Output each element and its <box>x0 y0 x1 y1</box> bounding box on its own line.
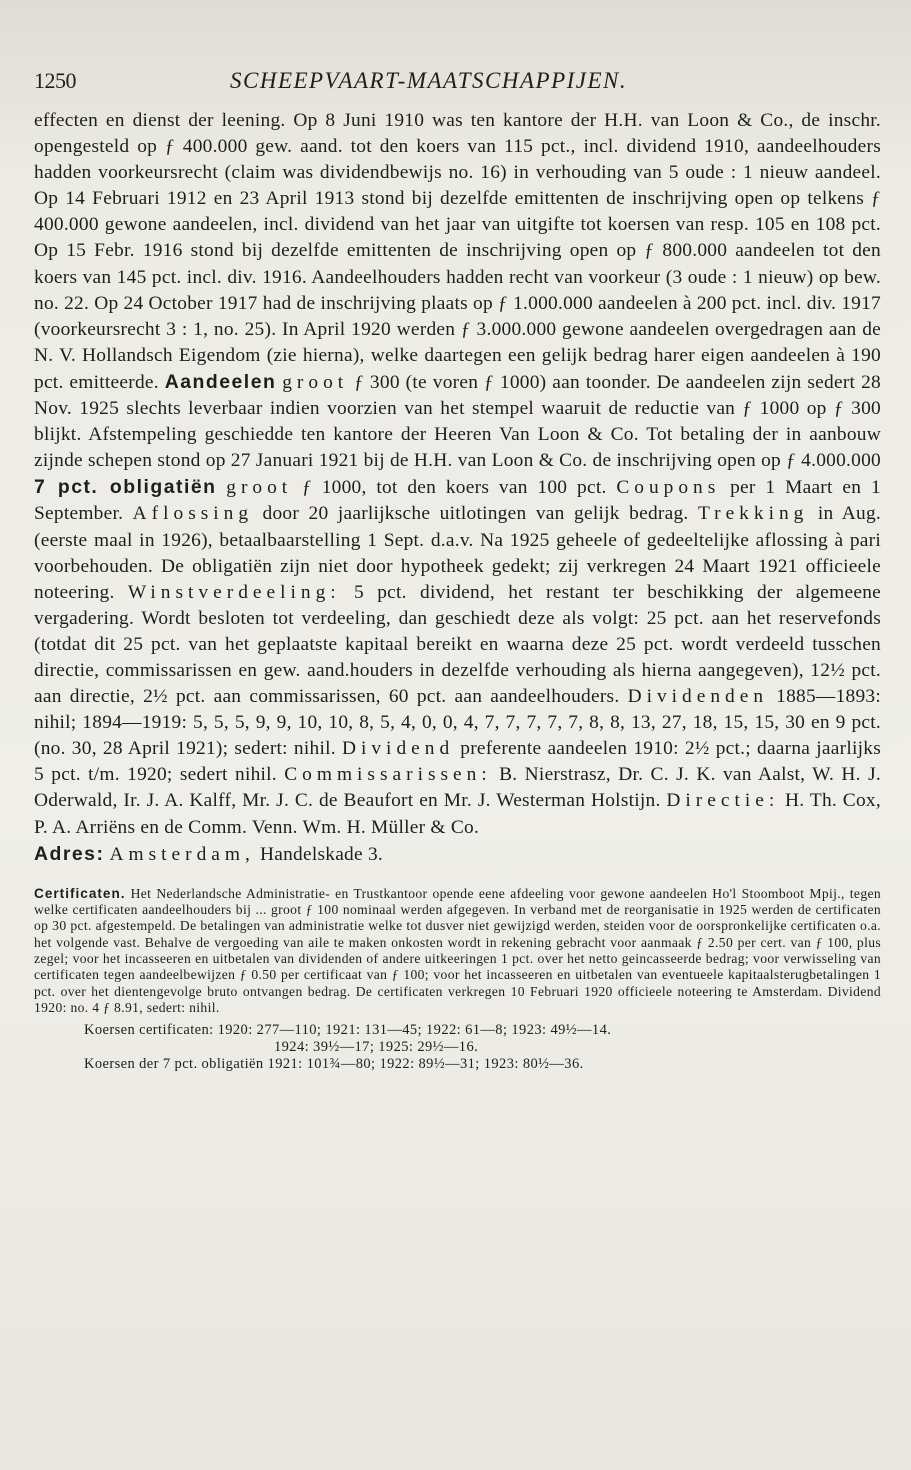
adres-heading: Adres: <box>34 842 105 865</box>
price-history <box>34 1022 881 1073</box>
directie-heading: Directie: <box>666 790 780 812</box>
certificaten-paragraph <box>34 886 881 1016</box>
adres-city: Amsterdam, <box>109 843 255 865</box>
page-number: 1250 <box>34 68 76 93</box>
obligatien-heading: 7 pct. obligatiën <box>34 476 217 499</box>
cert-prices-label: Koersen certificaten: <box>84 1022 214 1039</box>
cert-prices-values-2: 1924: 39½—17; 1925: 29½—16. <box>274 1039 479 1056</box>
groot-label: groot <box>226 477 293 499</box>
address-line <box>34 841 881 868</box>
certificaten-heading: Certificaten. <box>34 885 126 901</box>
certificaten-section <box>34 886 881 1016</box>
coupons-heading: Coupons <box>616 477 721 499</box>
dividend-heading: Dividend <box>341 738 455 760</box>
adres-street: Handelskade 3. <box>259 843 384 865</box>
certificaten-text: Het Nederlandsche Administratie- en Trustkantoor opende eene afdeeling voor gewone aandeelen Ho'l Stoomboot Mpij., tegen welke certificaten aandeelhouders bij ... groot ƒ 100 nominaal werden afgegeven. In verband met de reorganisatie in 1925 werden de certificaten op 30 pct. afgestempeld. De betalingen van administratie welke tot dusver niet gewijzigd werden, steiden voor de oorspronkelijke certificaten o.a. het volgende vast. Behalve de vergoeding van aile te maken onkosten wordt in rekening gebracht voor aanmaak ƒ 2.50 per cert. van ƒ 100, plus zegel; voor het incasseeren en uitbetalen van dividenden of andere uitkeeringen 1 pct. over het netto geincasseerde bedrag; voor verwisseling van certificaten tegen aandeelbewijzen ƒ 0.50 per certificaat van ƒ 100; voor het incasseeren en uitbetalen van eventueele kapitaalsterugbetalingen 1 pct. over het dientengevolge bruto ontvangen bedrag. De certificaten verkregen 10 Februari 1920 officieele noteering te Amsterdam. Dividend 1920: no. 4 ƒ 8.91, sedert: nihil. <box>34 885 881 1015</box>
paragraph-text: ƒ 300 (te voren ƒ 1000) aan toonder. De aandeelen zijn sedert 28 Nov. 1925 slechts leverbaar indien voorzien van het stempel waaruit de reductie van ƒ 1000 op ƒ 300 blijkt. Afstempeling geschiedde ten kantore der Heeren Van Loon & Co. Tot betaling der in aanbouw zijnde schepen stond op 27 Januari 1921 bij de H.H. van Loon & Co. de inschrijving open op ƒ 4.000.000 <box>34 371 881 472</box>
commissarissen-heading: Commissarissen: <box>284 764 492 786</box>
paragraph-text: B. Nierstrasz, Dr. C. J. K. van Aalst, W. H. J. Oderwald, Ir. J. A. Kalff, Mr. J. C. de Beaufort en Mr. J. Westerman Holstijn. <box>34 764 881 812</box>
trekking-heading: Trekking <box>697 503 809 525</box>
winstverdeeling-heading: Winstverdeeling: <box>127 581 341 603</box>
cert-prices-row <box>34 1022 881 1039</box>
paragraph-text: in Aug. (eerste maal in 1926), betaalbaarstelling 1 Sept. d.a.v. Na 1925 geheele of gedeeltelijke aflossing à pari voorbehouden. De obligatiën zijn niet door hypotheek gedekt; zij verkregen 24 Maart 1921 officieele noteering. <box>34 503 882 603</box>
cert-prices-row-2 <box>34 1039 881 1056</box>
paragraph-text: 1885—1893: nihil; 1894—1919: 5, 5, 5, 9, 9, 10, 10, 8, 5, 4, 0, 0, 4, 7, 7, 7, 7, 7, 8, 8, 13, 27, 18, 15, 15, 30 en 9 pct. (no. 30, 28 April 1921); sedert: nihil. <box>34 686 881 760</box>
paragraph-text: preferente aandeelen 1910: 2½ pct.; daarna jaarlijks 5 pct. t/m. 1920; sedert nihil. <box>34 738 881 786</box>
groot-label: groot <box>282 371 349 393</box>
paragraph-text: ƒ 1000, tot den koers van 100 pct. <box>301 477 607 499</box>
cert-prices-values: 1920: 277—110; 1921: 131—45; 1922: 61—8; 1923: 49½—14. <box>217 1022 612 1039</box>
paragraph-text: effecten en dienst der leening. Op 8 Juni 1910 was ten kantore der H.H. van Loon & Co., de inschr. opengesteld op ƒ 400.000 gew. aand. tot den koers van 115 pct., incl. dividend 1910, aandeelhouders hadden voorkeursrecht (claim was dividendbewijs no. 16) in verhouding van 5 oude : 1 nieuw aandeel. Op 14 Februari 1912 en 23 April 1913 stond bij dezelfde emittenten de inschrijving open op telkens ƒ 400.000 gewone aandeelen, incl. dividend van het jaar van uitgifte tot koersen van resp. 105 en 108 pct. Op 15 Febr. 1916 stond bij dezelfde emittenten de inschrijving open op ƒ 800.000 aandeelen tot den koers van 145 pct. incl. div. 1916. Aandeelhouders hadden recht van voorkeur (3 oude : 1 nieuw) op bew. no. 22. Op 24 October 1917 had de inschrijving plaats op ƒ 1.000.000 aandeelen à 200 pct. incl. div. 1917 (voorkeursrecht 3 : 1, no. 25). In April 1920 werden ƒ 3.000.000 gewone aandeelen overgedragen aan de N. V. Hollandsch Eigendom (zie hierna), welke daartegen een gelijk bedrag harer eigen aandeelen à 190 pct. emitteerde. <box>34 110 881 393</box>
running-title: SCHEEPVAART-MAATSCHAPPIJEN. <box>230 68 628 93</box>
aandeelen-heading: Aandeelen <box>164 370 277 393</box>
obl-prices-row <box>34 1056 881 1073</box>
paragraph-text: H. Th. Cox, P. A. Arriëns en de Comm. Venn. Wm. H. Müller & Co. <box>34 790 881 838</box>
article-paragraph <box>34 108 881 841</box>
aflossing-heading: Aflossing <box>132 503 254 525</box>
paragraph-text: 5 pct. dividend, het restant ter beschikking der algemeene vergadering. Wordt besloten tot verdeeling, dan geschiedt deze als volgt: 25 pct. aan het reservefonds (totdat dit 25 pct. van het geplaatste kapitaal bereikt en waarna deze 25 pct. wordt verdeeld tusschen directie, commissarissen en gew. aand.houders in dezelfde verhouding als hierna aangegeven), 12½ pct. aan directie, 2½ pct. aan commissarissen, 60 pct. aan aandeelhouders. <box>34 581 881 708</box>
obl-prices-values: 1921: 101¾—80; 1922: 89½—31; 1923: 80½—36. <box>267 1056 584 1073</box>
obl-prices-label: Koersen der 7 pct. obligatiën <box>84 1056 264 1073</box>
main-article <box>34 108 881 868</box>
paragraph-text: per 1 Maart en 1 September. <box>34 477 881 525</box>
paragraph-text: door 20 jaarlijksche uitlotingen van gelijk bedrag. <box>262 503 689 525</box>
dividenden-heading: Dividenden <box>627 686 769 708</box>
page-header <box>34 62 881 102</box>
